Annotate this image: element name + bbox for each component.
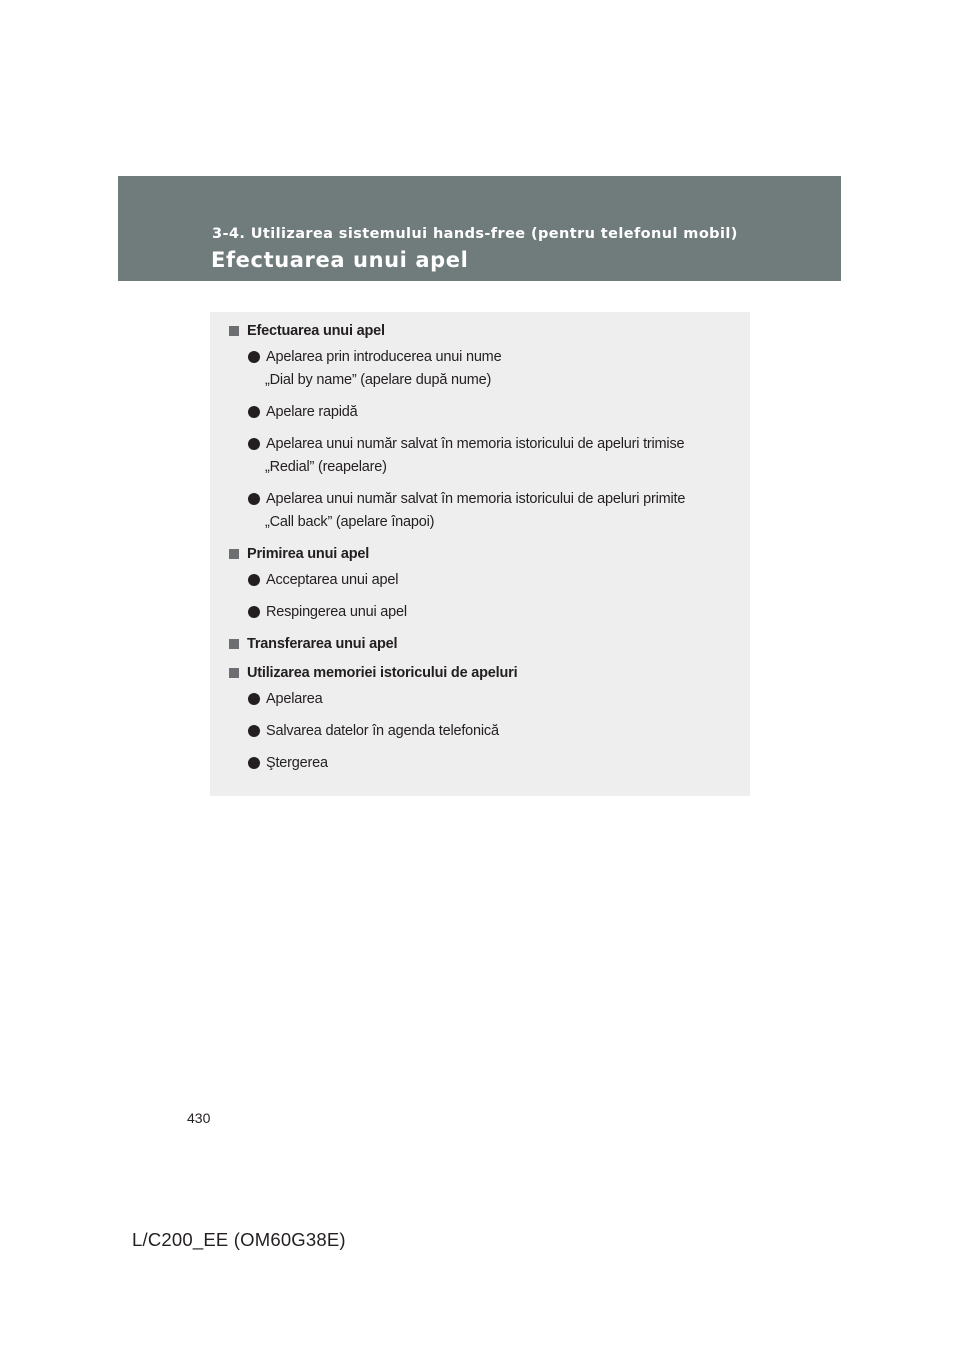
contents-panel: Efectuarea unui apel Apelarea prin introducerea unui nume „Dial by name” (apelare după nume) Apelare rapidă Apelarea unui număr salvat în memoria istoricului de apeluri trimise „Redial” (reapelare) Apelarea unui număr salvat în memoria istoricului de apeluri primite „Call back” (apelare înapoi) Primirea unui apel Acceptarea unui apel Respingerea unui apel Transferarea unui apel Utilizarea memoriei istoricului de apeluri Apelarea Salvarea datelor în agenda telefonică Ştergerea — [210, 312, 750, 796]
section-header-bar — [118, 176, 841, 281]
topic-item-note: „Dial by name” (apelare după nume) — [265, 372, 492, 388]
round-bullet-icon — [248, 606, 260, 618]
round-bullet-icon — [248, 725, 260, 737]
round-bullet-icon — [248, 438, 260, 450]
round-bullet-icon — [248, 406, 260, 418]
round-bullet-icon — [248, 693, 260, 705]
round-bullet-icon — [248, 493, 260, 505]
page-title: Efectuarea unui apel — [211, 248, 469, 272]
section-label: 3-4. Utilizarea sistemului hands-free (pentru telefonul mobil) — [212, 226, 738, 242]
document-code: L/C200_EE (OM60G38E) — [132, 1229, 346, 1250]
square-bullet-icon — [229, 668, 239, 678]
square-bullet-icon — [229, 326, 239, 336]
page-number: 430 — [187, 1110, 211, 1126]
square-bullet-icon — [229, 639, 239, 649]
topic-item-note: „Call back” (apelare înapoi) — [265, 514, 435, 530]
square-bullet-icon — [229, 549, 239, 559]
round-bullet-icon — [248, 574, 260, 586]
round-bullet-icon — [248, 757, 260, 769]
round-bullet-icon — [248, 351, 260, 363]
topic-item-note: „Redial” (reapelare) — [265, 459, 387, 475]
